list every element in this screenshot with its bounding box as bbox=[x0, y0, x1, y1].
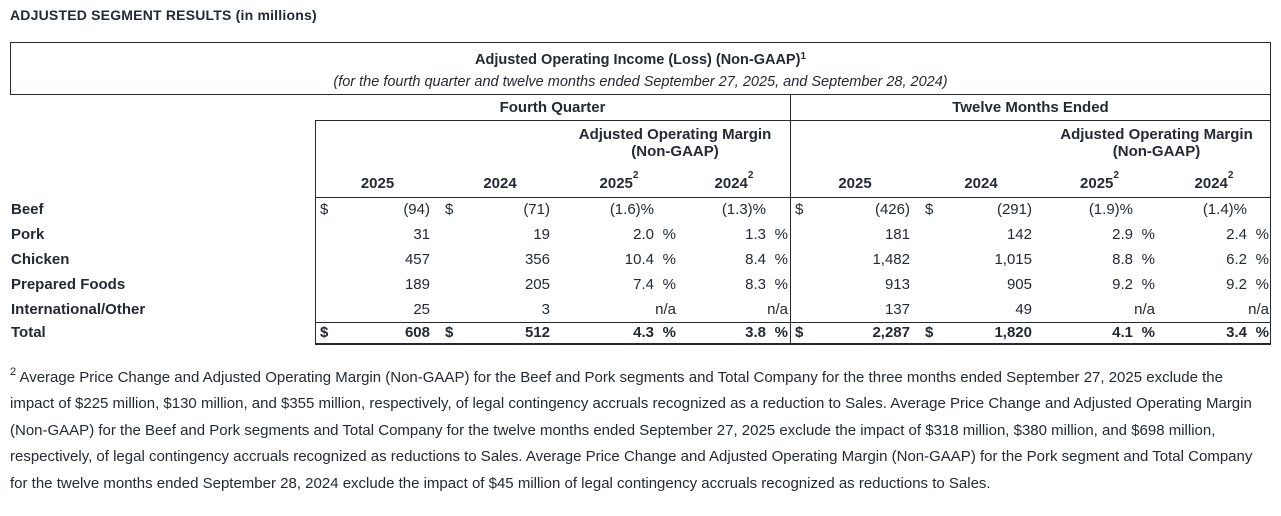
value-cell: 137 bbox=[790, 297, 920, 322]
table-row-international-other bbox=[10, 297, 1271, 322]
value-cell: 19 bbox=[440, 222, 560, 247]
page-title: ADJUSTED SEGMENT RESULTS (in millions) bbox=[10, 7, 317, 23]
currency-symbol: $ bbox=[445, 201, 454, 218]
fourth-quarter-header: Fourth Quarter bbox=[499, 99, 606, 116]
segment-label: Prepared Foods bbox=[11, 276, 126, 293]
table-row-chicken bbox=[10, 247, 1271, 272]
currency-symbol bbox=[315, 247, 336, 272]
footnote-ref-2: 2 bbox=[1113, 170, 1119, 181]
currency-symbol bbox=[790, 272, 811, 297]
group-header-row bbox=[10, 95, 1271, 120]
table-border-divider bbox=[790, 95, 791, 345]
year-header-row bbox=[10, 170, 1271, 197]
value-cell: 49 bbox=[920, 297, 1042, 322]
currency-symbol: $ bbox=[320, 201, 329, 218]
margin-cell: 8.3 % bbox=[745, 276, 788, 293]
margin-cell: 6.2 % bbox=[1226, 251, 1269, 268]
currency-symbol bbox=[315, 272, 336, 297]
twelve-months-header: Twelve Months Ended bbox=[952, 99, 1109, 116]
currency-symbol bbox=[315, 222, 336, 247]
value-cell: 31 bbox=[315, 222, 440, 247]
table-border-left bbox=[315, 120, 316, 345]
currency-symbol bbox=[790, 222, 811, 247]
margin-cell: 10.4 % bbox=[624, 251, 676, 268]
currency-symbol bbox=[790, 297, 811, 322]
margin-cell: 9.2 % bbox=[1226, 276, 1269, 293]
margin-cell: 2.0 % bbox=[633, 226, 676, 243]
table-rule-bottom bbox=[315, 343, 1271, 345]
segment-label: Total bbox=[11, 324, 46, 341]
margin-cell: n/a bbox=[1134, 301, 1155, 318]
margin-cell: 8.8 % bbox=[1112, 251, 1155, 268]
margin-cell: 9.2 % bbox=[1112, 276, 1155, 293]
fq-margin-header-line2: (Non-GAAP) bbox=[631, 143, 719, 160]
footnote-2 bbox=[10, 360, 1262, 497]
margin-cell: (1.9)% bbox=[1088, 201, 1133, 218]
value-cell: 25 bbox=[315, 297, 440, 322]
tm-margin-header-line2: (Non-GAAP) bbox=[1112, 143, 1201, 160]
segment-label: Pork bbox=[11, 226, 45, 243]
margin-cell: 3.8 % bbox=[745, 324, 788, 341]
margin-cell: 4.3 % bbox=[633, 324, 676, 341]
table-title-text: Adjusted Operating Income (Loss) (Non-GAAP) bbox=[474, 51, 801, 68]
table-header-box bbox=[10, 42, 1271, 95]
segment-label: International/Other bbox=[11, 301, 146, 318]
currency-symbol bbox=[790, 247, 811, 272]
table-row-beef bbox=[10, 197, 1271, 222]
table-row-pork bbox=[10, 222, 1271, 247]
currency-symbol: $ bbox=[795, 324, 804, 341]
currency-symbol bbox=[440, 247, 461, 272]
table-subtitle: (for the fourth quarter and twelve months ended September 27, 2025, and September 28, 2024) bbox=[333, 73, 948, 90]
year-header: 2025 bbox=[360, 175, 395, 192]
currency-symbol: $ bbox=[925, 201, 934, 218]
margin-cell: 2.4 % bbox=[1226, 226, 1269, 243]
value-cell: 905 bbox=[920, 272, 1042, 297]
value-cell: $ 608 bbox=[315, 322, 440, 345]
value-cell: $ (291) bbox=[920, 197, 1042, 222]
year-header: 2024 bbox=[483, 175, 517, 192]
year-header: 2024 bbox=[964, 175, 998, 192]
table-rule-under-years bbox=[315, 197, 1271, 198]
value-cell: 181 bbox=[790, 222, 920, 247]
margin-cell: n/a bbox=[767, 301, 788, 318]
currency-symbol bbox=[440, 297, 461, 322]
segment-label: Chicken bbox=[11, 251, 70, 268]
year-header: 2025 bbox=[838, 175, 872, 192]
table-title bbox=[11, 50, 1270, 68]
margin-cell: 1.3 % bbox=[745, 226, 788, 243]
table-row-prepared-foods bbox=[10, 272, 1271, 297]
value-cell: $ (426) bbox=[790, 197, 920, 222]
table-border-right bbox=[1270, 95, 1271, 345]
currency-symbol bbox=[920, 272, 941, 297]
footnote-ref-2: 2 bbox=[632, 170, 639, 181]
tm-margin-header-line1: Adjusted Operating Margin bbox=[1060, 126, 1253, 143]
value-cell: $ (71) bbox=[440, 197, 560, 222]
footnote-ref-2: 2 bbox=[1227, 170, 1234, 181]
table-row-total bbox=[10, 322, 1271, 345]
spacer bbox=[10, 120, 315, 170]
value-cell: 142 bbox=[920, 222, 1042, 247]
value-cell: 356 bbox=[440, 247, 560, 272]
spacer bbox=[315, 120, 560, 170]
currency-symbol: $ bbox=[320, 324, 329, 341]
margin-cell: (1.6)% bbox=[609, 201, 654, 218]
footnote-ref-1: 1 bbox=[800, 51, 806, 62]
fq-margin-header bbox=[560, 120, 790, 170]
fq-margin-header-line1: Adjusted Operating Margin bbox=[578, 126, 772, 143]
margin-cell: n/a bbox=[1248, 301, 1269, 318]
year-header: 2025$^2$ bbox=[1080, 170, 1119, 192]
segment-label: Beef bbox=[11, 201, 44, 218]
value-cell: 1,015 bbox=[920, 247, 1042, 272]
margin-cell: 8.4 % bbox=[745, 251, 788, 268]
value-cell: $ 512 bbox=[440, 322, 560, 345]
currency-symbol: $ bbox=[445, 324, 454, 341]
table-rule-above-total bbox=[315, 322, 1271, 323]
currency-symbol bbox=[315, 297, 336, 322]
currency-symbol bbox=[920, 247, 941, 272]
year-header: 2025$^2$ bbox=[599, 170, 639, 192]
value-cell: 189 bbox=[315, 272, 440, 297]
year-header: 2024$^2$ bbox=[1194, 170, 1234, 192]
margin-cell: (1.4)% bbox=[1202, 201, 1247, 218]
currency-symbol: $ bbox=[925, 324, 934, 341]
value-cell: $ 2,287 bbox=[790, 322, 920, 345]
value-cell: 1,482 bbox=[790, 247, 920, 272]
margin-cell: 4.1 % bbox=[1112, 324, 1155, 341]
margin-cell: 7.4 % bbox=[633, 276, 676, 293]
tm-margin-header bbox=[1042, 120, 1271, 170]
currency-symbol bbox=[920, 222, 941, 247]
currency-symbol bbox=[440, 272, 461, 297]
segment-results-table bbox=[10, 95, 1271, 345]
margin-header-row bbox=[10, 120, 1271, 170]
margin-cell: (1.3)% bbox=[721, 201, 766, 218]
currency-symbol bbox=[920, 297, 941, 322]
currency-symbol: $ bbox=[795, 201, 804, 218]
margin-cell: 3.4 % bbox=[1226, 324, 1269, 341]
spacer bbox=[790, 120, 1042, 170]
footnote-2-text: Average Price Change and Adjusted Operating Margin (Non-GAAP) for the Beef and Pork segments and Total Company for the three months ended September 27, 2025 exclude the impact of $225 million, $130 million, and $355 million, respectively, of legal contingency accruals recognized as a reduction to Sales. Average Price Change and Adjusted Operating Margin (Non-GAAP) for the Beef and Pork segments and Total Company for the twelve months ended September 27, 2025 exclude the impact of $318 million, $380 million, and $698 million, respectively, of legal contingency accruals recognized as reductions to Sales. Average Price Change and Adjusted Operating Margin (Non-GAAP) for the Pork segment and Total Company for the twelve months ended September 28, 2024 exclude the impact of $45 million of legal contingency accruals recognized as reductions to Sales. bbox=[10, 369, 1253, 492]
footnote-ref-2: 2 bbox=[747, 170, 754, 181]
margin-cell: n/a bbox=[655, 301, 676, 318]
value-cell: $ 1,820 bbox=[920, 322, 1042, 345]
currency-symbol bbox=[440, 222, 461, 247]
value-cell: 205 bbox=[440, 272, 560, 297]
value-cell: 457 bbox=[315, 247, 440, 272]
value-cell: $ (94) bbox=[315, 197, 440, 222]
table-rule-top bbox=[315, 120, 1271, 121]
value-cell: 913 bbox=[790, 272, 920, 297]
year-header: 2024$^2$ bbox=[714, 170, 754, 192]
value-cell: 3 bbox=[440, 297, 560, 322]
margin-cell: 2.9 % bbox=[1112, 226, 1155, 243]
footnote-2-marker: 2 bbox=[10, 366, 17, 378]
